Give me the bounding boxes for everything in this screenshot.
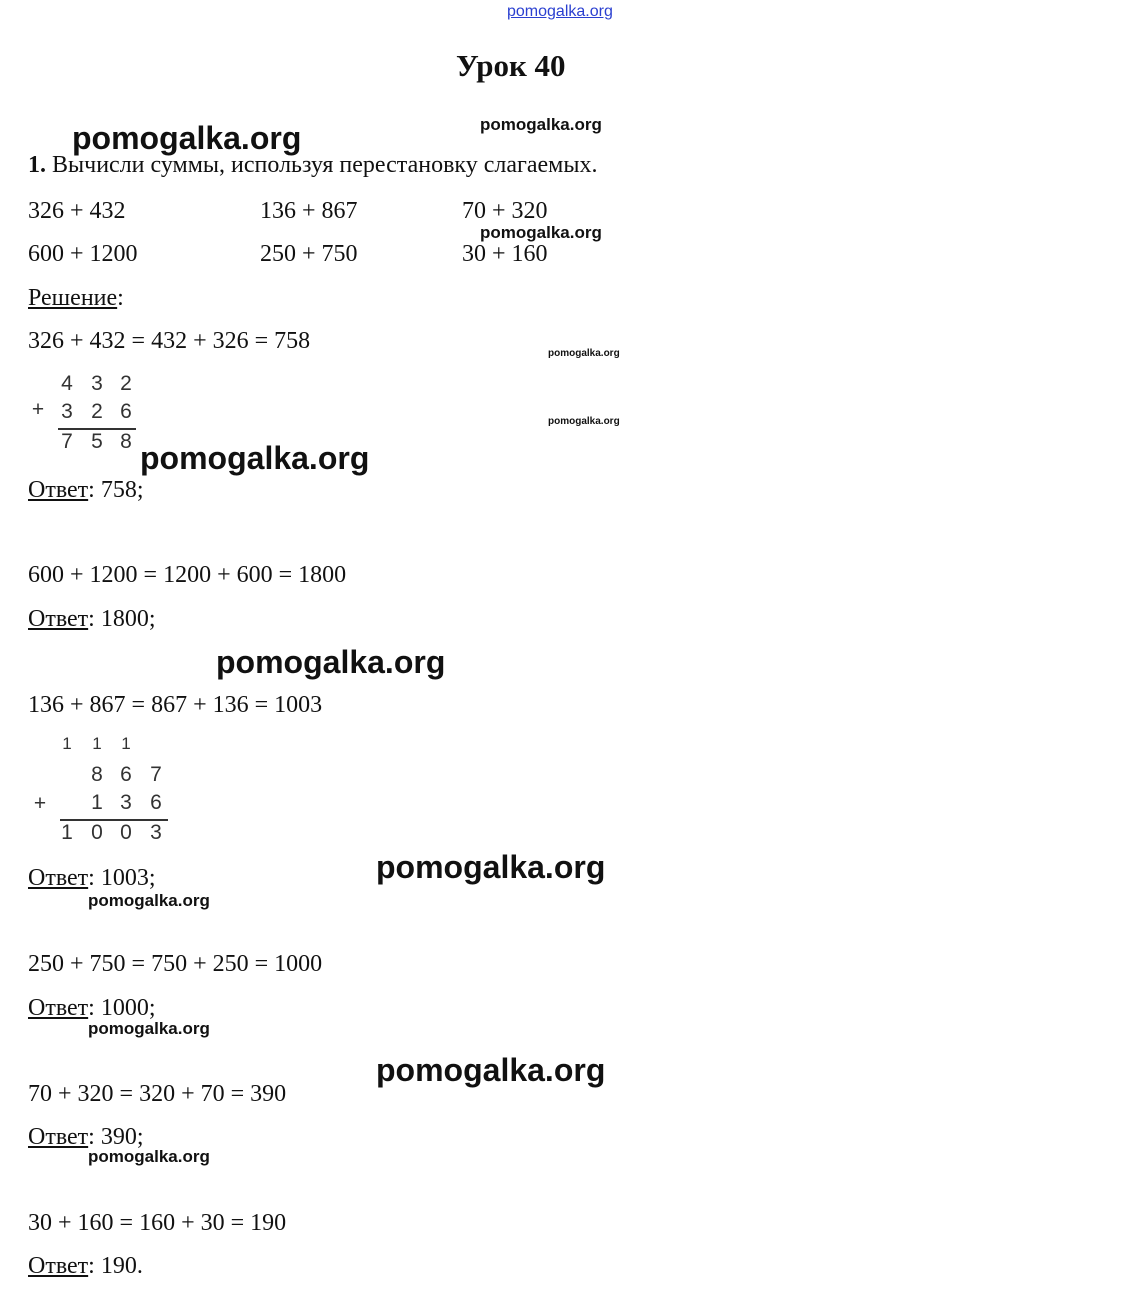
answer-label: Ответ: [28, 1253, 89, 1279]
watermark: pomogalka.org: [216, 644, 446, 680]
digit: 1: [91, 791, 103, 814]
equation: 136 + 867 = 867 + 136 = 1003: [28, 692, 323, 718]
answer-label: Ответ: [28, 1124, 89, 1150]
equation: 70 + 320 = 320 + 70 = 390: [28, 1081, 287, 1107]
task-text: Вычисли суммы, используя перестановку слагаемых.: [52, 152, 598, 178]
answer-label: Ответ: [28, 606, 89, 632]
answer-label: Ответ: [28, 477, 89, 503]
digit: 2: [120, 372, 132, 395]
equation: 326 + 432 = 432 + 326 = 758: [28, 328, 311, 354]
lesson-title: Урок 40: [456, 48, 566, 83]
digit: 3: [150, 821, 162, 844]
expression: 136 + 867: [260, 198, 358, 224]
digit: 6: [120, 763, 132, 786]
plus-sign: +: [31, 398, 45, 421]
answer-line: [28, 1252, 143, 1280]
watermark: pomogalka.org: [376, 1052, 606, 1088]
answer-value: : 190.: [88, 1253, 143, 1279]
answer-value: : 758;: [88, 477, 144, 503]
watermark: pomogalka.org: [88, 891, 210, 910]
answer-line: [28, 1123, 144, 1151]
watermark: pomogalka.org: [480, 115, 602, 134]
digit: 6: [150, 791, 162, 814]
equation: 250 + 750 = 750 + 250 = 1000: [28, 951, 323, 977]
digit: 8: [91, 763, 103, 786]
carry-digit: 1: [92, 734, 102, 753]
task-statement: [28, 151, 597, 179]
solution-label: Решение: [28, 285, 118, 311]
watermark: pomogalka.org: [72, 120, 302, 156]
answer-line: [28, 476, 144, 504]
digit: 6: [120, 400, 132, 423]
watermark: pomogalka.org: [376, 849, 606, 885]
expression: 30 + 160: [462, 241, 548, 267]
answer-value: : 1000;: [88, 995, 156, 1021]
answer-line: [28, 994, 156, 1022]
digit: 3: [120, 791, 132, 814]
watermark: pomogalka.org: [548, 348, 620, 359]
answer-value: : 1003;: [88, 865, 156, 891]
expression: 600 + 1200: [28, 241, 138, 267]
digit: 3: [61, 400, 73, 423]
task-number: 1.: [28, 152, 46, 178]
answer-label: Ответ: [28, 995, 89, 1021]
digit: 2: [91, 400, 103, 423]
digit: 7: [61, 430, 73, 453]
answer-line: [28, 605, 156, 633]
expression: 70 + 320: [462, 198, 548, 224]
digit: 4: [61, 372, 73, 395]
digit: 5: [91, 430, 103, 453]
column-addition: [28, 732, 188, 852]
watermark: pomogalka.org: [88, 1019, 210, 1038]
solution-colon: :: [117, 285, 124, 311]
watermark: pomogalka.org: [480, 223, 602, 242]
digit: 3: [91, 372, 103, 395]
answer-value: : 1800;: [88, 606, 156, 632]
equation: 30 + 160 = 160 + 30 = 190: [28, 1210, 287, 1236]
equation: 600 + 1200 = 1200 + 600 = 1800: [28, 562, 347, 588]
solution-heading: [28, 284, 124, 312]
answer-label: Ответ: [28, 865, 89, 891]
digit: 7: [150, 763, 162, 786]
expression: 250 + 750: [260, 241, 358, 267]
answer-value: : 390;: [88, 1124, 144, 1150]
digit: 8: [120, 430, 132, 453]
expression: 326 + 432: [28, 198, 126, 224]
digit: 0: [120, 821, 132, 844]
watermark: pomogalka.org: [548, 416, 620, 427]
watermark: pomogalka.org: [88, 1147, 210, 1166]
plus-sign: +: [33, 792, 47, 815]
carry-digit: 1: [121, 734, 131, 753]
digit: 0: [91, 821, 103, 844]
digit: 1: [61, 821, 73, 844]
answer-line: [28, 864, 156, 892]
watermark: pomogalka.org: [140, 440, 370, 476]
watermark-top-link[interactable]: pomogalka.org: [507, 3, 613, 20]
column-addition: [28, 370, 148, 460]
carry-digit: 1: [62, 734, 72, 753]
